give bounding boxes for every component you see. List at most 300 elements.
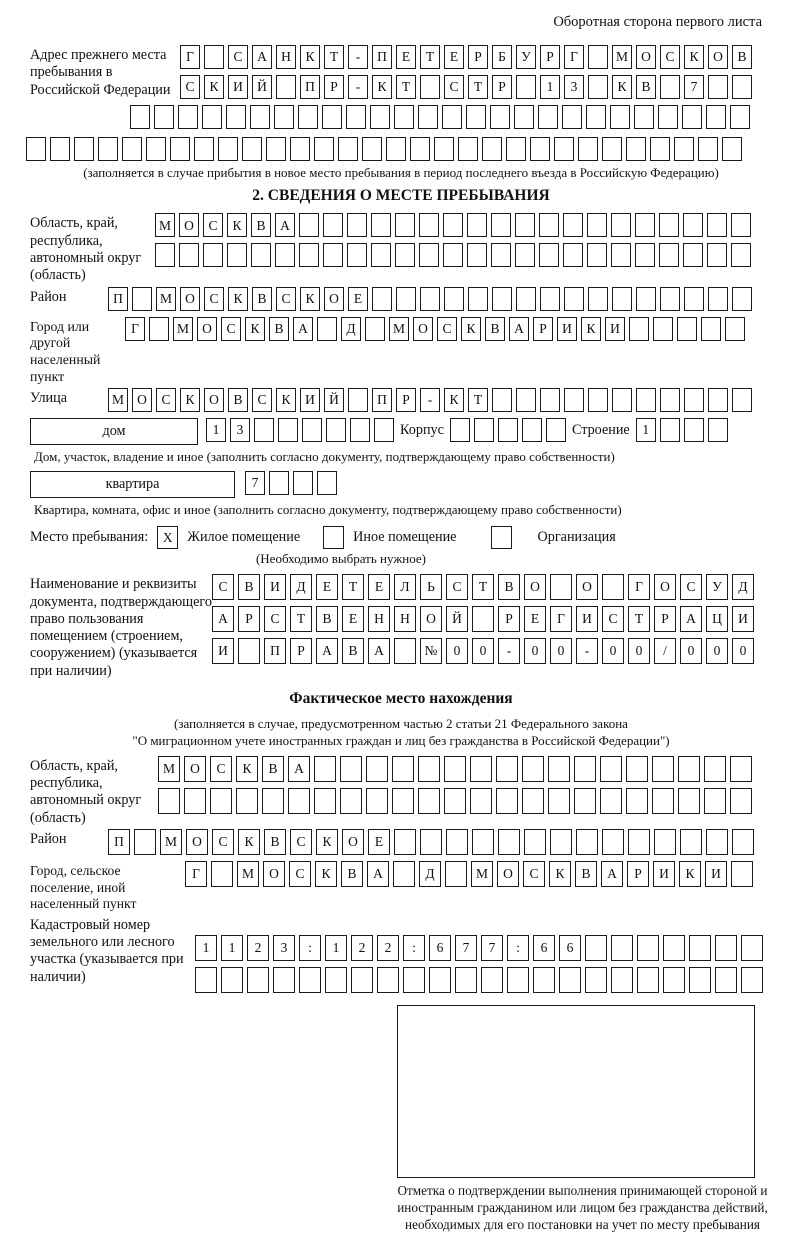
char-box[interactable] bbox=[293, 471, 313, 495]
char-box[interactable]: Р bbox=[492, 75, 512, 99]
char-box[interactable] bbox=[689, 935, 711, 961]
char-box[interactable] bbox=[611, 935, 633, 961]
char-box[interactable] bbox=[563, 243, 583, 267]
checkbox-zhiloe[interactable]: X bbox=[157, 526, 178, 549]
char-box[interactable] bbox=[524, 829, 546, 855]
char-box[interactable] bbox=[660, 287, 680, 311]
char-box[interactable] bbox=[474, 418, 494, 442]
char-box[interactable] bbox=[706, 105, 726, 129]
char-box[interactable] bbox=[663, 935, 685, 961]
char-box[interactable] bbox=[323, 213, 343, 237]
char-box[interactable] bbox=[540, 388, 560, 412]
char-box[interactable] bbox=[419, 243, 439, 267]
char-box[interactable] bbox=[444, 287, 464, 311]
char-box[interactable]: С bbox=[264, 606, 286, 632]
char-box[interactable]: О bbox=[324, 287, 344, 311]
char-box[interactable] bbox=[394, 105, 414, 129]
char-box[interactable]: О bbox=[413, 317, 433, 341]
char-box[interactable] bbox=[481, 967, 503, 993]
char-box[interactable] bbox=[684, 418, 704, 442]
char-box[interactable]: Н bbox=[394, 606, 416, 632]
char-box[interactable] bbox=[626, 137, 646, 161]
char-box[interactable] bbox=[158, 788, 180, 814]
char-box[interactable]: В bbox=[342, 638, 364, 664]
char-box[interactable]: А bbox=[601, 861, 623, 887]
char-box[interactable]: Ц bbox=[706, 606, 728, 632]
char-box[interactable]: - bbox=[576, 638, 598, 664]
char-box[interactable] bbox=[586, 105, 606, 129]
char-box[interactable] bbox=[550, 574, 572, 600]
char-box[interactable]: И bbox=[264, 574, 286, 600]
char-box[interactable]: С bbox=[252, 388, 272, 412]
char-box[interactable] bbox=[325, 967, 347, 993]
char-box[interactable]: И bbox=[212, 638, 234, 664]
char-box[interactable] bbox=[251, 243, 271, 267]
char-box[interactable]: И bbox=[228, 75, 248, 99]
char-box[interactable] bbox=[626, 756, 648, 782]
char-box[interactable]: К bbox=[581, 317, 601, 341]
char-box[interactable] bbox=[707, 243, 727, 267]
char-box[interactable]: П bbox=[108, 829, 130, 855]
char-box[interactable] bbox=[563, 213, 583, 237]
char-box[interactable] bbox=[708, 418, 728, 442]
char-box[interactable]: С bbox=[212, 829, 234, 855]
char-box[interactable] bbox=[554, 137, 574, 161]
char-box[interactable]: А bbox=[288, 756, 310, 782]
char-box[interactable] bbox=[338, 137, 358, 161]
char-box[interactable]: А bbox=[367, 861, 389, 887]
char-box[interactable] bbox=[677, 317, 697, 341]
char-box[interactable] bbox=[395, 243, 415, 267]
char-box[interactable] bbox=[467, 213, 487, 237]
char-box[interactable] bbox=[533, 967, 555, 993]
char-box[interactable] bbox=[626, 788, 648, 814]
char-box[interactable] bbox=[628, 829, 650, 855]
char-box[interactable]: А bbox=[368, 638, 390, 664]
char-box[interactable] bbox=[274, 105, 294, 129]
char-box[interactable]: С bbox=[602, 606, 624, 632]
char-box[interactable]: Д bbox=[732, 574, 754, 600]
char-box[interactable] bbox=[396, 287, 416, 311]
char-box[interactable]: К bbox=[461, 317, 481, 341]
char-box[interactable]: Т bbox=[342, 574, 364, 600]
char-box[interactable]: В bbox=[485, 317, 505, 341]
char-box[interactable]: А bbox=[509, 317, 529, 341]
char-box[interactable]: К bbox=[276, 388, 296, 412]
char-box[interactable]: 3 bbox=[230, 418, 250, 442]
char-box[interactable]: О bbox=[497, 861, 519, 887]
char-box[interactable]: С bbox=[444, 75, 464, 99]
char-box[interactable] bbox=[548, 788, 570, 814]
char-box[interactable] bbox=[684, 287, 704, 311]
char-box[interactable] bbox=[708, 388, 728, 412]
char-box[interactable] bbox=[491, 243, 511, 267]
char-box[interactable] bbox=[314, 756, 336, 782]
char-box[interactable] bbox=[611, 243, 631, 267]
char-box[interactable]: Е bbox=[348, 287, 368, 311]
char-box[interactable]: В bbox=[251, 213, 271, 237]
char-box[interactable]: Б bbox=[492, 45, 512, 69]
char-box[interactable] bbox=[149, 317, 169, 341]
char-box[interactable] bbox=[635, 213, 655, 237]
char-box[interactable]: О bbox=[184, 756, 206, 782]
char-box[interactable] bbox=[365, 317, 385, 341]
char-box[interactable] bbox=[210, 788, 232, 814]
char-box[interactable]: 1 bbox=[221, 935, 243, 961]
char-box[interactable]: О bbox=[132, 388, 152, 412]
char-box[interactable]: А bbox=[212, 606, 234, 632]
char-box[interactable] bbox=[587, 213, 607, 237]
char-box[interactable] bbox=[442, 105, 462, 129]
char-box[interactable]: Л bbox=[394, 574, 416, 600]
char-box[interactable]: П bbox=[300, 75, 320, 99]
char-box[interactable] bbox=[393, 861, 415, 887]
char-box[interactable] bbox=[299, 967, 321, 993]
char-box[interactable] bbox=[317, 471, 337, 495]
char-box[interactable]: 7 bbox=[245, 471, 265, 495]
char-box[interactable] bbox=[247, 967, 269, 993]
char-box[interactable] bbox=[226, 105, 246, 129]
char-box[interactable] bbox=[370, 105, 390, 129]
char-box[interactable] bbox=[574, 756, 596, 782]
char-box[interactable]: К bbox=[316, 829, 338, 855]
char-box[interactable]: А bbox=[680, 606, 702, 632]
char-box[interactable] bbox=[730, 756, 752, 782]
char-box[interactable] bbox=[490, 105, 510, 129]
char-box[interactable]: 6 bbox=[533, 935, 555, 961]
char-box[interactable] bbox=[419, 213, 439, 237]
char-box[interactable]: 2 bbox=[377, 935, 399, 961]
char-box[interactable]: Е bbox=[368, 829, 390, 855]
char-box[interactable]: 0 bbox=[628, 638, 650, 664]
char-box[interactable] bbox=[538, 105, 558, 129]
char-box[interactable]: С bbox=[228, 45, 248, 69]
char-box[interactable]: К bbox=[228, 287, 248, 311]
char-box[interactable]: А bbox=[275, 213, 295, 237]
char-box[interactable] bbox=[635, 243, 655, 267]
char-box[interactable]: Е bbox=[368, 574, 390, 600]
char-box[interactable] bbox=[559, 967, 581, 993]
char-box[interactable] bbox=[578, 137, 598, 161]
char-box[interactable] bbox=[420, 287, 440, 311]
char-box[interactable]: О bbox=[180, 287, 200, 311]
char-box[interactable]: О bbox=[179, 213, 199, 237]
char-box[interactable]: К bbox=[300, 287, 320, 311]
char-box[interactable]: Ь bbox=[420, 574, 442, 600]
char-box[interactable]: 6 bbox=[429, 935, 451, 961]
char-box[interactable]: : bbox=[507, 935, 529, 961]
char-box[interactable]: К bbox=[679, 861, 701, 887]
char-box[interactable]: Т bbox=[628, 606, 650, 632]
char-box[interactable] bbox=[522, 788, 544, 814]
char-box[interactable]: О bbox=[197, 317, 217, 341]
char-box[interactable] bbox=[418, 788, 440, 814]
char-box[interactable] bbox=[362, 137, 382, 161]
char-box[interactable]: О bbox=[204, 388, 224, 412]
char-box[interactable]: 2 bbox=[247, 935, 269, 961]
char-box[interactable] bbox=[707, 213, 727, 237]
char-box[interactable]: Р bbox=[396, 388, 416, 412]
char-box[interactable]: К bbox=[180, 388, 200, 412]
char-box[interactable]: Е bbox=[396, 45, 416, 69]
char-box[interactable]: И bbox=[605, 317, 625, 341]
char-box[interactable]: 0 bbox=[680, 638, 702, 664]
char-box[interactable] bbox=[574, 788, 596, 814]
char-box[interactable] bbox=[179, 243, 199, 267]
char-box[interactable] bbox=[522, 756, 544, 782]
char-box[interactable]: Р bbox=[468, 45, 488, 69]
char-box[interactable] bbox=[683, 213, 703, 237]
char-box[interactable] bbox=[660, 388, 680, 412]
char-box[interactable]: № bbox=[420, 638, 442, 664]
char-box[interactable] bbox=[445, 861, 467, 887]
char-box[interactable]: П bbox=[372, 45, 392, 69]
char-box[interactable]: Т bbox=[324, 45, 344, 69]
char-box[interactable] bbox=[732, 388, 752, 412]
char-box[interactable] bbox=[420, 75, 440, 99]
char-box[interactable]: В bbox=[262, 756, 284, 782]
char-box[interactable] bbox=[98, 137, 118, 161]
char-box[interactable]: - bbox=[348, 45, 368, 69]
char-box[interactable]: Д bbox=[341, 317, 361, 341]
char-box[interactable]: И bbox=[557, 317, 577, 341]
char-box[interactable] bbox=[299, 243, 319, 267]
char-box[interactable]: Д bbox=[290, 574, 312, 600]
char-box[interactable]: В bbox=[636, 75, 656, 99]
char-box[interactable] bbox=[715, 935, 737, 961]
char-box[interactable] bbox=[346, 105, 366, 129]
char-box[interactable]: М bbox=[173, 317, 193, 341]
char-box[interactable]: П bbox=[108, 287, 128, 311]
char-box[interactable] bbox=[262, 788, 284, 814]
char-box[interactable] bbox=[658, 105, 678, 129]
char-box[interactable] bbox=[467, 243, 487, 267]
char-box[interactable] bbox=[611, 967, 633, 993]
char-box[interactable] bbox=[444, 788, 466, 814]
char-box[interactable]: Н bbox=[276, 45, 296, 69]
char-box[interactable]: С bbox=[523, 861, 545, 887]
char-box[interactable]: 0 bbox=[550, 638, 572, 664]
char-box[interactable] bbox=[443, 243, 463, 267]
char-box[interactable] bbox=[731, 243, 751, 267]
char-box[interactable]: Т bbox=[468, 75, 488, 99]
char-box[interactable]: 0 bbox=[472, 638, 494, 664]
char-box[interactable] bbox=[708, 287, 728, 311]
char-box[interactable]: М bbox=[108, 388, 128, 412]
char-box[interactable] bbox=[706, 829, 728, 855]
char-box[interactable] bbox=[394, 829, 416, 855]
char-box[interactable] bbox=[317, 317, 337, 341]
char-box[interactable] bbox=[170, 137, 190, 161]
char-box[interactable]: К bbox=[612, 75, 632, 99]
char-box[interactable]: 2 bbox=[351, 935, 373, 961]
char-box[interactable]: 3 bbox=[273, 935, 295, 961]
char-box[interactable]: М bbox=[158, 756, 180, 782]
char-box[interactable] bbox=[323, 243, 343, 267]
char-box[interactable] bbox=[26, 137, 46, 161]
char-box[interactable]: 7 bbox=[684, 75, 704, 99]
char-box[interactable] bbox=[492, 287, 512, 311]
char-box[interactable] bbox=[587, 243, 607, 267]
char-box[interactable] bbox=[288, 788, 310, 814]
char-box[interactable]: С bbox=[660, 45, 680, 69]
char-box[interactable] bbox=[515, 213, 535, 237]
char-box[interactable]: С bbox=[290, 829, 312, 855]
char-box[interactable] bbox=[585, 967, 607, 993]
char-box[interactable] bbox=[218, 137, 238, 161]
char-box[interactable] bbox=[491, 213, 511, 237]
char-box[interactable] bbox=[266, 137, 286, 161]
char-box[interactable] bbox=[701, 317, 721, 341]
char-box[interactable]: : bbox=[299, 935, 321, 961]
char-box[interactable]: К bbox=[444, 388, 464, 412]
char-box[interactable] bbox=[203, 243, 223, 267]
char-box[interactable]: В bbox=[264, 829, 286, 855]
char-box[interactable]: Й bbox=[446, 606, 468, 632]
char-box[interactable]: 1 bbox=[195, 935, 217, 961]
char-box[interactable] bbox=[299, 213, 319, 237]
char-box[interactable] bbox=[194, 137, 214, 161]
char-box[interactable]: М bbox=[471, 861, 493, 887]
char-box[interactable] bbox=[420, 829, 442, 855]
char-box[interactable] bbox=[347, 243, 367, 267]
char-box[interactable] bbox=[629, 317, 649, 341]
char-box[interactable] bbox=[550, 829, 572, 855]
char-box[interactable]: Г bbox=[628, 574, 650, 600]
char-box[interactable] bbox=[322, 105, 342, 129]
char-box[interactable]: О bbox=[342, 829, 364, 855]
char-box[interactable] bbox=[506, 137, 526, 161]
char-box[interactable]: Й bbox=[324, 388, 344, 412]
char-box[interactable] bbox=[155, 243, 175, 267]
char-box[interactable] bbox=[458, 137, 478, 161]
char-box[interactable] bbox=[130, 105, 150, 129]
char-box[interactable] bbox=[652, 788, 674, 814]
char-box[interactable]: К bbox=[684, 45, 704, 69]
char-box[interactable]: Р bbox=[627, 861, 649, 887]
char-box[interactable] bbox=[496, 788, 518, 814]
char-box[interactable] bbox=[238, 638, 260, 664]
char-box[interactable] bbox=[326, 418, 346, 442]
char-box[interactable]: М bbox=[160, 829, 182, 855]
char-box[interactable] bbox=[470, 756, 492, 782]
char-box[interactable]: С bbox=[680, 574, 702, 600]
char-box[interactable] bbox=[516, 287, 536, 311]
char-box[interactable] bbox=[470, 788, 492, 814]
char-box[interactable]: 1 bbox=[540, 75, 560, 99]
char-box[interactable]: Е bbox=[316, 574, 338, 600]
char-box[interactable]: 7 bbox=[455, 935, 477, 961]
char-box[interactable]: В bbox=[341, 861, 363, 887]
char-box[interactable] bbox=[429, 967, 451, 993]
char-box[interactable] bbox=[250, 105, 270, 129]
char-box[interactable] bbox=[418, 756, 440, 782]
char-box[interactable]: К bbox=[372, 75, 392, 99]
char-box[interactable] bbox=[132, 287, 152, 311]
char-box[interactable] bbox=[588, 388, 608, 412]
char-box[interactable] bbox=[314, 137, 334, 161]
char-box[interactable]: Р bbox=[498, 606, 520, 632]
char-box[interactable] bbox=[372, 287, 392, 311]
char-box[interactable]: У bbox=[516, 45, 536, 69]
char-box[interactable]: М bbox=[389, 317, 409, 341]
char-box[interactable] bbox=[674, 137, 694, 161]
char-box[interactable] bbox=[418, 105, 438, 129]
char-box[interactable] bbox=[498, 418, 518, 442]
char-box[interactable] bbox=[154, 105, 174, 129]
char-box[interactable]: - bbox=[348, 75, 368, 99]
char-box[interactable] bbox=[732, 287, 752, 311]
char-box[interactable]: - bbox=[498, 638, 520, 664]
char-box[interactable] bbox=[275, 243, 295, 267]
char-box[interactable]: 1 bbox=[325, 935, 347, 961]
char-box[interactable] bbox=[302, 418, 322, 442]
char-box[interactable] bbox=[211, 861, 233, 887]
char-box[interactable] bbox=[371, 213, 391, 237]
char-box[interactable] bbox=[444, 756, 466, 782]
char-box[interactable] bbox=[585, 935, 607, 961]
char-box[interactable]: / bbox=[654, 638, 676, 664]
char-box[interactable]: Т bbox=[468, 388, 488, 412]
char-box[interactable] bbox=[654, 829, 676, 855]
char-box[interactable] bbox=[683, 243, 703, 267]
char-box[interactable]: С bbox=[212, 574, 234, 600]
char-box[interactable] bbox=[410, 137, 430, 161]
char-box[interactable]: К bbox=[245, 317, 265, 341]
char-box[interactable] bbox=[653, 317, 673, 341]
char-box[interactable] bbox=[588, 45, 608, 69]
char-box[interactable]: 6 bbox=[559, 935, 581, 961]
char-box[interactable]: С bbox=[204, 287, 224, 311]
char-box[interactable]: И bbox=[576, 606, 598, 632]
char-box[interactable] bbox=[564, 287, 584, 311]
char-box[interactable] bbox=[242, 137, 262, 161]
char-box[interactable] bbox=[394, 638, 416, 664]
char-box[interactable]: В bbox=[498, 574, 520, 600]
char-box[interactable]: Г bbox=[180, 45, 200, 69]
char-box[interactable] bbox=[446, 829, 468, 855]
char-box[interactable]: О bbox=[708, 45, 728, 69]
char-box[interactable] bbox=[732, 829, 754, 855]
char-box[interactable] bbox=[443, 213, 463, 237]
char-box[interactable] bbox=[602, 574, 624, 600]
char-box[interactable] bbox=[663, 967, 685, 993]
char-box[interactable] bbox=[466, 105, 486, 129]
char-box[interactable]: В bbox=[238, 574, 260, 600]
char-box[interactable]: П bbox=[264, 638, 286, 664]
char-box[interactable] bbox=[731, 861, 753, 887]
char-box[interactable] bbox=[516, 388, 536, 412]
char-box[interactable]: Е bbox=[524, 606, 546, 632]
char-box[interactable] bbox=[273, 967, 295, 993]
char-box[interactable]: Р bbox=[324, 75, 344, 99]
char-box[interactable] bbox=[731, 213, 751, 237]
char-box[interactable] bbox=[146, 137, 166, 161]
char-box[interactable]: Г bbox=[185, 861, 207, 887]
char-box[interactable] bbox=[704, 756, 726, 782]
char-box[interactable] bbox=[636, 388, 656, 412]
char-box[interactable] bbox=[730, 105, 750, 129]
char-box[interactable] bbox=[516, 75, 536, 99]
char-box[interactable]: С bbox=[210, 756, 232, 782]
char-box[interactable] bbox=[600, 788, 622, 814]
char-box[interactable]: Е bbox=[444, 45, 464, 69]
char-box[interactable] bbox=[602, 829, 624, 855]
char-box[interactable]: В bbox=[252, 287, 272, 311]
char-box[interactable]: : bbox=[403, 935, 425, 961]
char-box[interactable]: О bbox=[524, 574, 546, 600]
char-box[interactable]: А bbox=[316, 638, 338, 664]
